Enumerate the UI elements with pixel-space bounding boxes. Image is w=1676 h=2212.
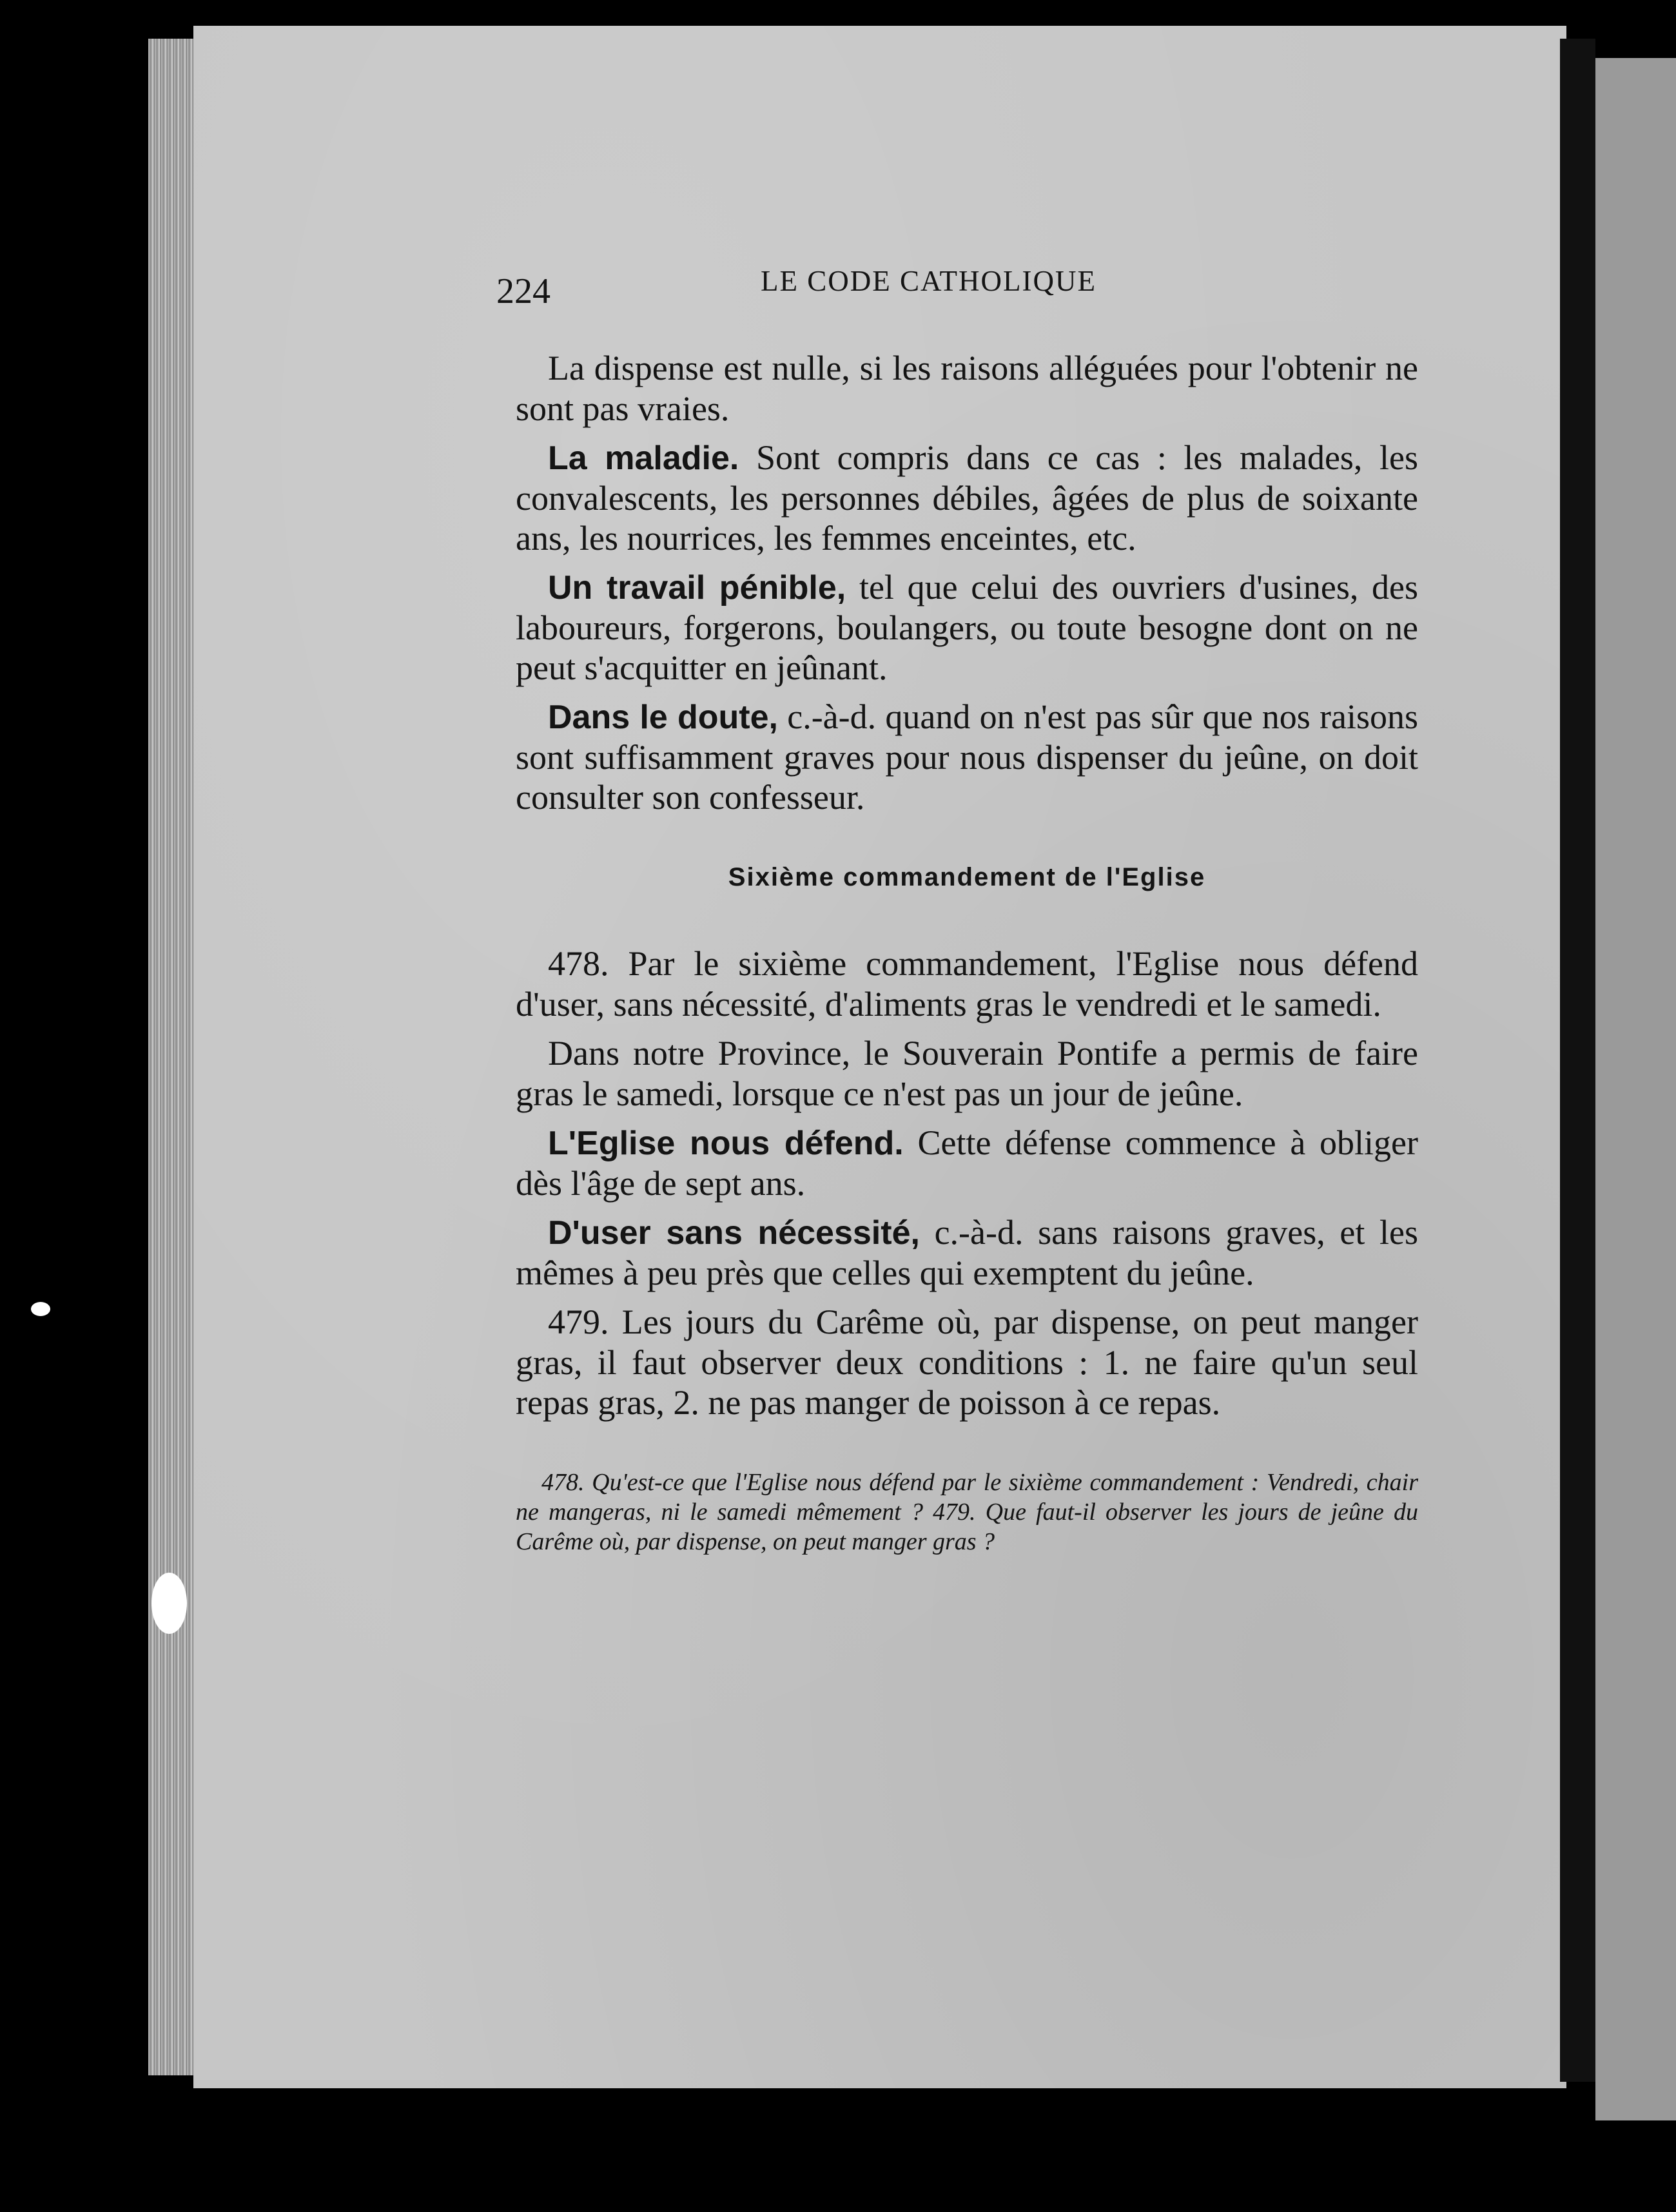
paragraph-lead: D'user sans nécessité, xyxy=(548,1214,920,1252)
footnote: 478. Qu'est-ce que l'Eglise nous défend par le sixième commandement : Vendredi, chair ne mangeras, ni le samedi mêmement ? 479. Que faut-il observer les jours de jeûne du Carême où, par dispense, on peut manger gras ? xyxy=(516,1469,1418,1555)
paragraph-text: Dans notre Province, le Souverain Pontife a permis de faire gras le samedi, lorsque ce n'est pas un jour de jeûne. xyxy=(516,1034,1418,1113)
paragraph xyxy=(516,1212,1418,1293)
paragraph xyxy=(516,567,1418,688)
section-heading: Sixième commandement de l'Eglise xyxy=(728,863,1206,891)
paragraph-text: c.-à-d. sans raisons graves, et les mêmes à peu près que celles qui exemptent du jeûne. xyxy=(516,1213,1419,1292)
paragraph xyxy=(516,438,1418,558)
paragraph-lead: La maladie. xyxy=(548,440,739,477)
film-speck xyxy=(31,1302,50,1316)
page-text-block xyxy=(496,258,1419,1557)
paragraph-text: Sont compris dans ce cas : les malades, les convalescents, les personnes débiles, âgées de plus de soixante ans, les nourrices, les femmes enceintes, etc. xyxy=(516,438,1419,558)
binding-gutter xyxy=(1560,39,1595,2082)
paragraph-text: 478. Par le sixième commandement, l'Eglise nous défend d'user, sans nécessité, d'aliments gras le vendredi et le samedi. xyxy=(516,944,1418,1024)
paragraph-text: Cette défense commence à obliger dès l'âge de sept ans. xyxy=(516,1123,1418,1203)
paragraph-text: c.-à-d. quand on n'est pas sûr que nos raisons sont suffisamment graves pour nous dispenser du jeûne, on doit consulter son confesseur. xyxy=(516,697,1418,817)
paragraph-lead: L'Eglise nous défend. xyxy=(548,1125,904,1162)
paragraph xyxy=(516,944,1418,1024)
paragraph-text: tel que celui des ouvriers d'usines, des laboureurs, forgerons, boulangers, ou toute besogne dont on ne peut s'acquitter en jeûnant. xyxy=(516,568,1419,687)
paragraph-lead: Dans le doute, xyxy=(548,699,778,736)
running-header xyxy=(496,258,1418,311)
paragraph xyxy=(516,697,1418,817)
paragraph xyxy=(516,1302,1418,1422)
paragraph-lead: Un travail pénible, xyxy=(548,569,846,606)
body-text xyxy=(516,348,1418,1557)
paragraph xyxy=(516,1033,1418,1114)
paragraph xyxy=(516,348,1418,429)
running-title: LE CODE CATHOLIQUE xyxy=(761,265,1096,297)
film-speck xyxy=(151,1573,187,1634)
paragraph-text: 479. Les jours du Carême où, par dispense, on peut manger gras, il faut observer deux conditions : 1. ne faire qu'un seul repas gras, 2. ne pas manger de poisson à ce repas. xyxy=(516,1303,1418,1422)
paragraph-text: La dispense est nulle, si les raisons alléguées pour l'obtenir ne sont pas vraies. xyxy=(516,349,1418,428)
paragraph xyxy=(516,1123,1418,1203)
facing-page-edge xyxy=(1595,58,1676,2120)
page-number: 224 xyxy=(496,271,551,311)
